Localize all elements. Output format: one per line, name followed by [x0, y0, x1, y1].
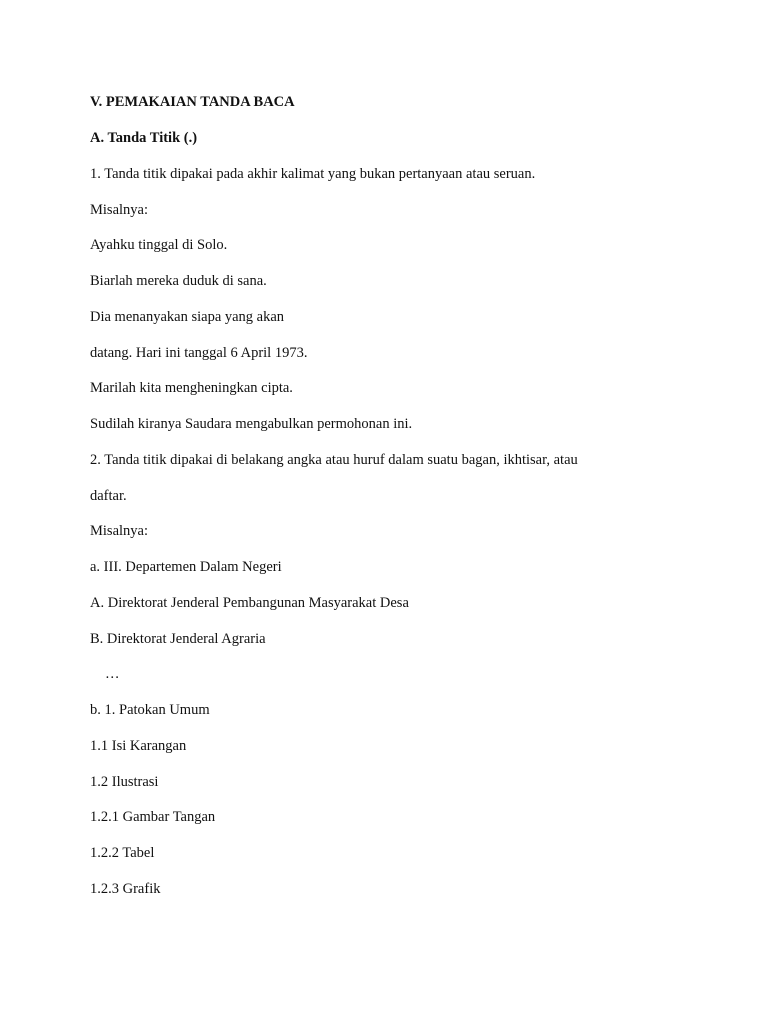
example-line: datang. Hari ini tanggal 6 April 1973. — [90, 345, 308, 361]
subsection-heading: A. Tanda Titik (.) — [90, 130, 198, 146]
example-line: Dia menanyakan siapa yang akan — [90, 309, 285, 325]
list-item: A. Direktorat Jenderal Pembangunan Masyarakat Desa — [90, 595, 409, 611]
example-label: Misalnya: — [90, 202, 148, 218]
list-item: B. Direktorat Jenderal Agraria — [90, 631, 266, 647]
example-line: Marilah kita mengheningkan cipta. — [90, 380, 293, 396]
list-item: 1.1 Isi Karangan — [90, 738, 187, 754]
rule-2-text-continued: daftar. — [90, 488, 127, 504]
list-item: a. III. Departemen Dalam Negeri — [90, 559, 282, 575]
section-heading: V. PEMAKAIAN TANDA BACA — [90, 94, 295, 110]
ellipsis: … — [105, 666, 120, 682]
list-item: 1.2.1 Gambar Tangan — [90, 809, 216, 825]
list-item: 1.2.2 Tabel — [90, 845, 155, 861]
example-line: Sudilah kiranya Saudara mengabulkan permohonan ini. — [90, 416, 413, 432]
list-item: 1.2 Ilustrasi — [90, 774, 159, 790]
rule-1-text: 1. Tanda titik dipakai pada akhir kalimat yang bukan pertanyaan atau seruan. — [90, 166, 536, 182]
rule-2-text: 2. Tanda titik dipakai di belakang angka atau huruf dalam suatu bagan, ikhtisar, atau — [90, 452, 578, 468]
example-line: Biarlah mereka duduk di sana. — [90, 273, 267, 289]
example-line: Ayahku tinggal di Solo. — [90, 237, 228, 253]
list-item: b. 1. Patokan Umum — [90, 702, 210, 718]
example-label: Misalnya: — [90, 523, 148, 539]
list-item: 1.2.3 Grafik — [90, 881, 161, 897]
